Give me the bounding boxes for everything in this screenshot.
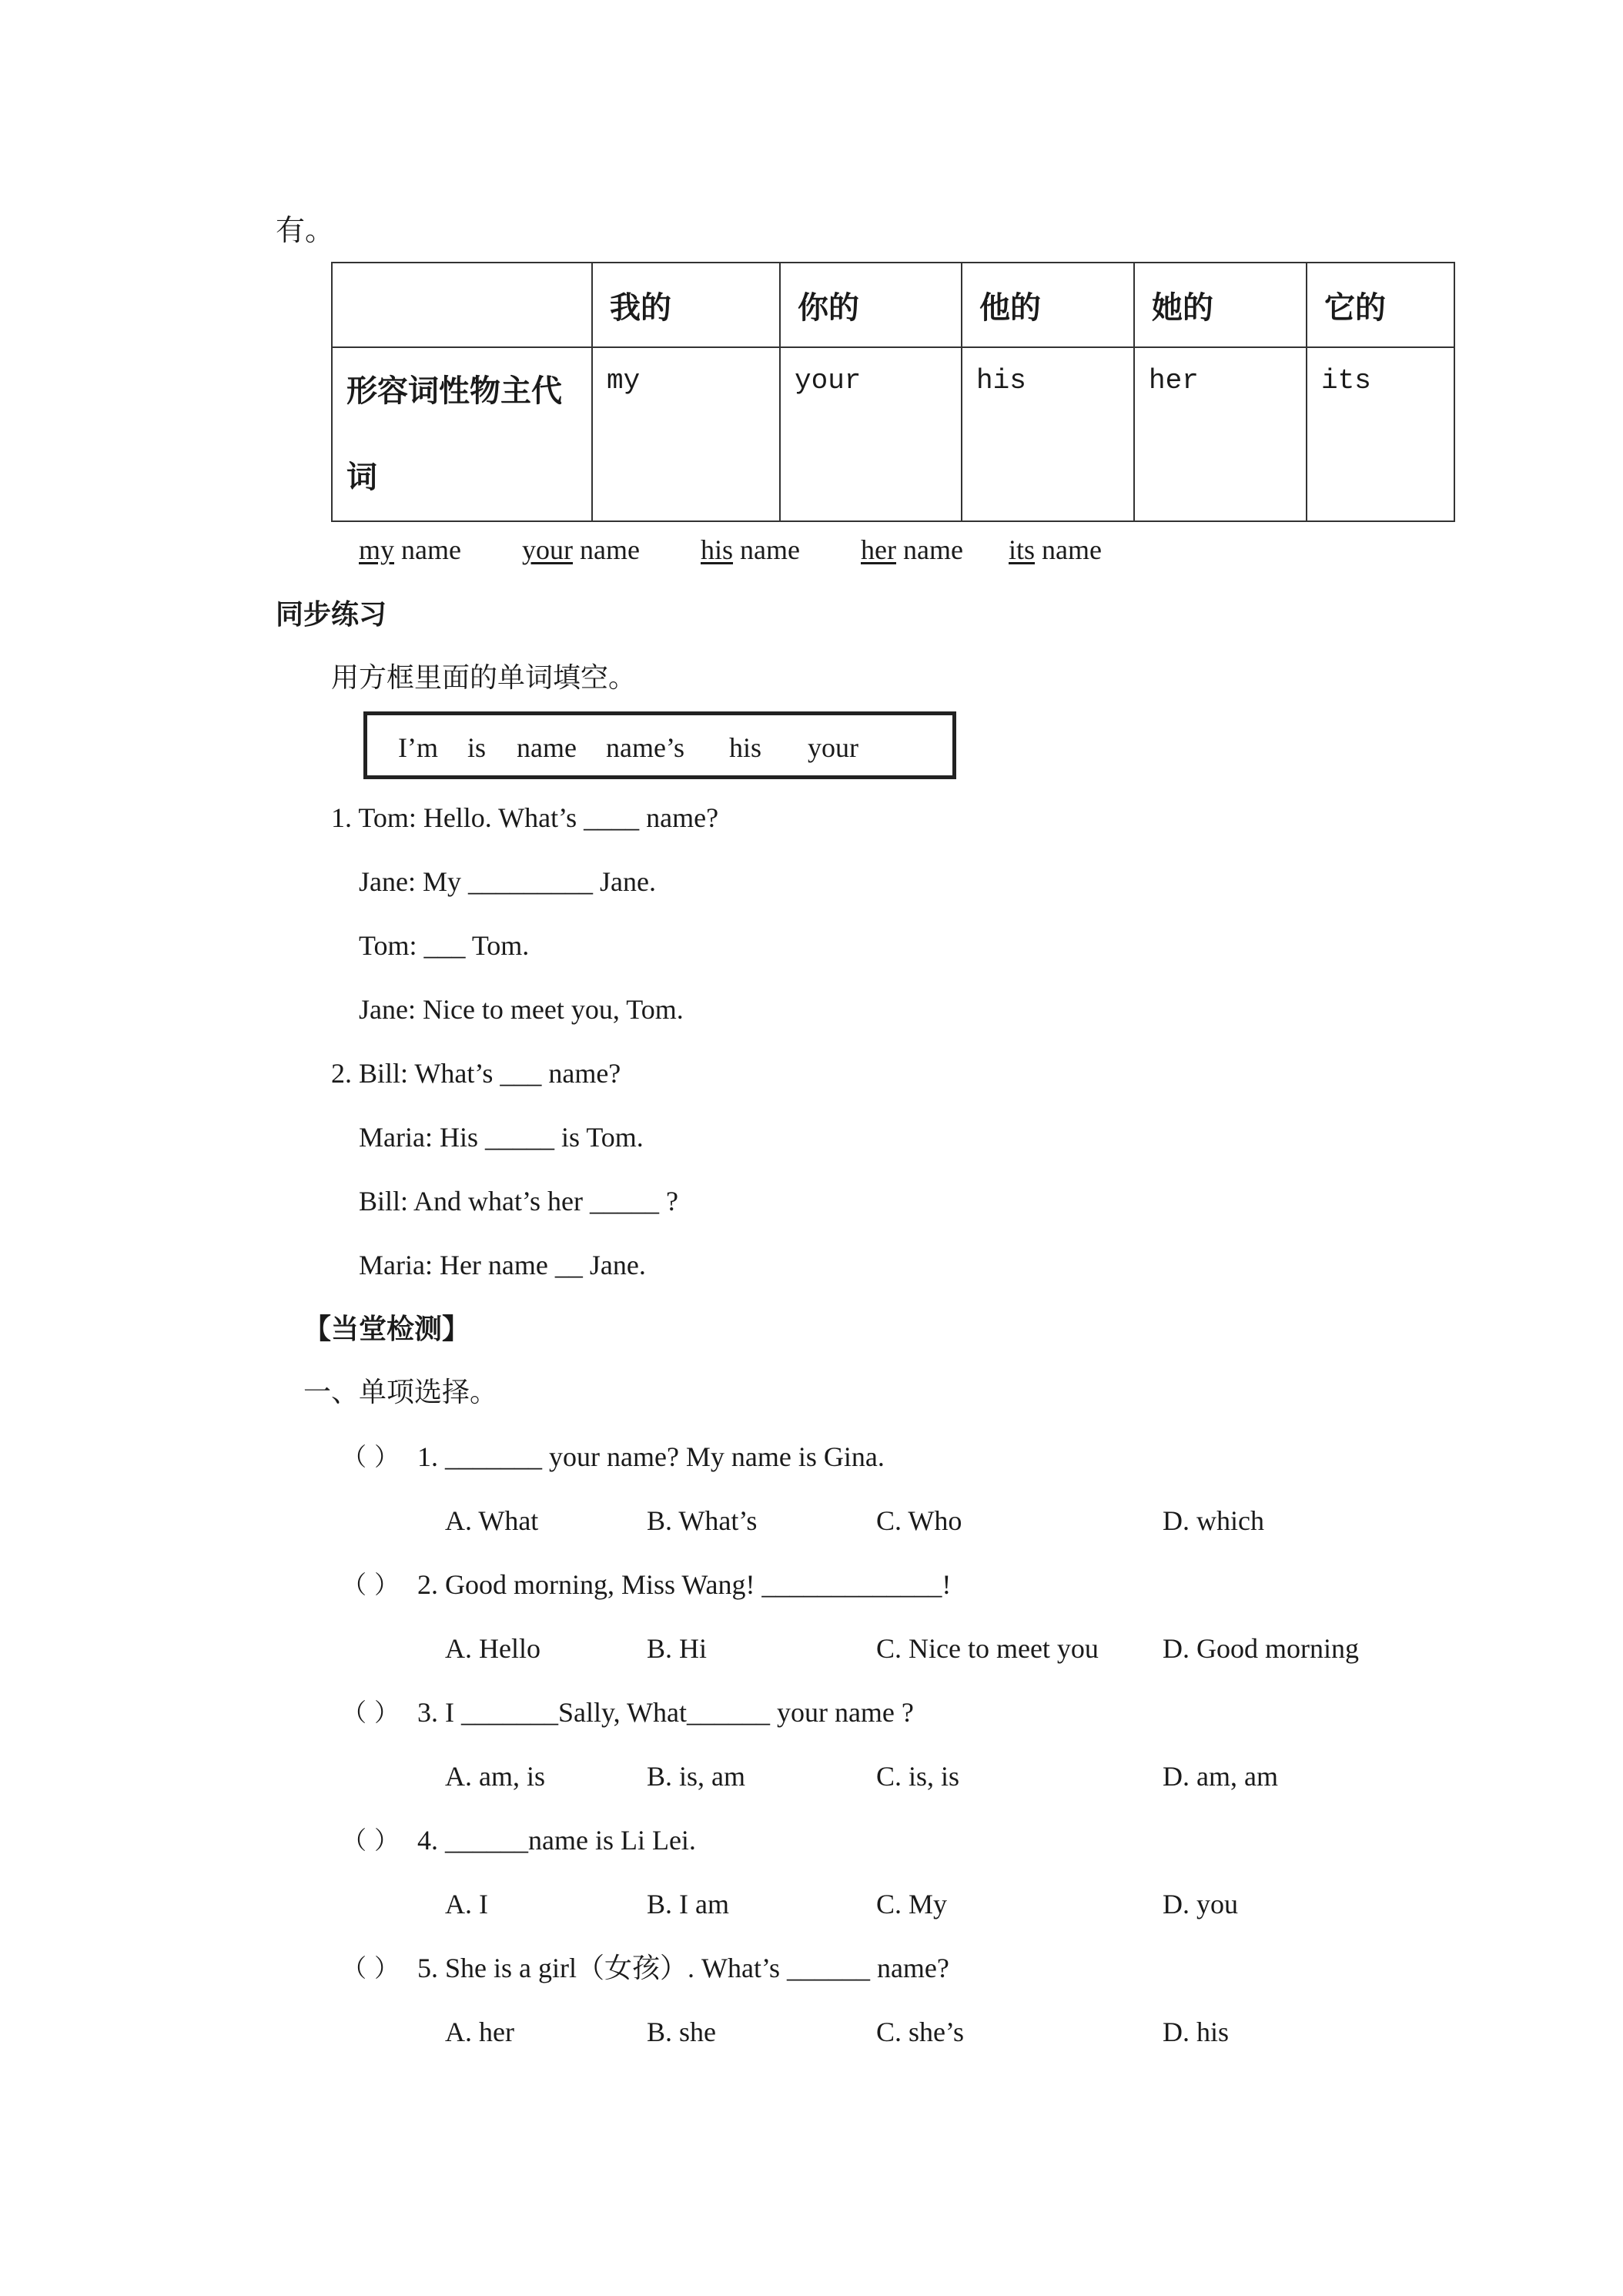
continuation-text: 有。 [276,215,335,247]
section-heading-test: 【当堂检测】 [303,1314,470,1344]
table-header-row [332,263,1454,347]
option-d: D. Good morning [1163,1633,1359,1664]
value-cell: your [780,347,962,521]
option-a: A. I [445,1889,488,1919]
question-text: 5. She is a girl（女孩）. What’s ______ name? [417,1953,949,1983]
value-cell: his [962,347,1134,521]
question-text: 3. I _______Sally, What______ your name ? [417,1697,914,1728]
answer-paren: （ ） [342,1953,400,1983]
option-d: D. you [1163,1889,1238,1919]
instruction-text: 用方框里面的单词填空。 [331,662,637,693]
option-c: C. she’s [876,2017,965,2047]
answer-paren: （ ） [342,1698,400,1727]
option-a: A. Hello [445,1633,540,1664]
option-c: C. My [876,1889,948,1919]
word-bank-item: name’s [606,732,684,763]
word-bank-item: I’m [398,732,438,763]
option-c: C. is, is [876,1761,960,1792]
answer-paren: （ ） [342,1826,400,1855]
word-bank-item: his [729,732,762,763]
value-cell: my [592,347,780,521]
option-c: C. Nice to meet you [876,1633,1099,1664]
dialogue-line: Jane: My _________ Jane. [359,866,656,897]
question-text: 1. _______ your name? My name is Gina. [417,1441,885,1472]
option-b: B. Hi [647,1633,708,1664]
option-c: C. Who [876,1505,962,1536]
option-a: A. am, is [445,1761,545,1792]
header-cell: 他的 [962,263,1134,347]
dialogue-line: Maria: His _____ is Tom. [359,1122,644,1153]
example-phrase: its name [1009,534,1102,565]
example-phrase: her name [861,534,963,565]
word-bank-item: your [808,732,858,763]
option-b: B. I am [647,1889,729,1919]
option-b: B. she [647,2017,716,2047]
dialogue-line: Maria: Her name __ Jane. [359,1250,646,1280]
option-b: B. is, am [647,1761,746,1792]
dialogue-line: 1. Tom: Hello. What’s ____ name? [331,802,719,833]
option-a: A. her [445,2017,514,2047]
word-bank-box [363,711,956,779]
word-bank-item: name [517,732,577,763]
option-a: A. What [445,1505,539,1536]
dialogue-line: Tom: ___ Tom. [359,930,530,961]
value-cell: its [1307,347,1454,521]
header-cell: 她的 [1134,263,1307,347]
table-row [332,347,1454,521]
example-phrase: your name [522,534,640,565]
example-phrase: his name [701,534,800,565]
section-heading-practice: 同步练习 [276,599,387,630]
dialogue-line: Jane: Nice to meet you, Tom. [359,994,684,1025]
header-cell: 它的 [1307,263,1454,347]
answer-paren: （ ） [342,1442,400,1471]
example-phrase: my name [359,534,461,565]
possessive-pronoun-table [331,262,1455,522]
dialogue-line: Bill: And what’s her _____ ? [359,1186,678,1217]
option-d: D. his [1163,2017,1230,2047]
value-cell: her [1134,347,1307,521]
option-d: D. which [1163,1505,1264,1536]
option-d: D. am, am [1163,1761,1278,1792]
row-label-cell: 形容词性物主代词 [332,347,592,521]
word-bank-item: is [467,732,487,763]
question-text: 2. Good morning, Miss Wang! _____________! [417,1569,952,1600]
dialogue-line: 2. Bill: What’s ___ name? [331,1058,621,1089]
header-cell: 我的 [592,263,780,347]
question-text: 4. ______name is Li Lei. [417,1825,696,1856]
option-b: B. What’s [647,1505,758,1536]
header-cell: 你的 [780,263,962,347]
answer-paren: （ ） [342,1570,400,1599]
part-heading: 一、单项选择。 [303,1377,498,1407]
table-corner-cell [332,263,592,347]
